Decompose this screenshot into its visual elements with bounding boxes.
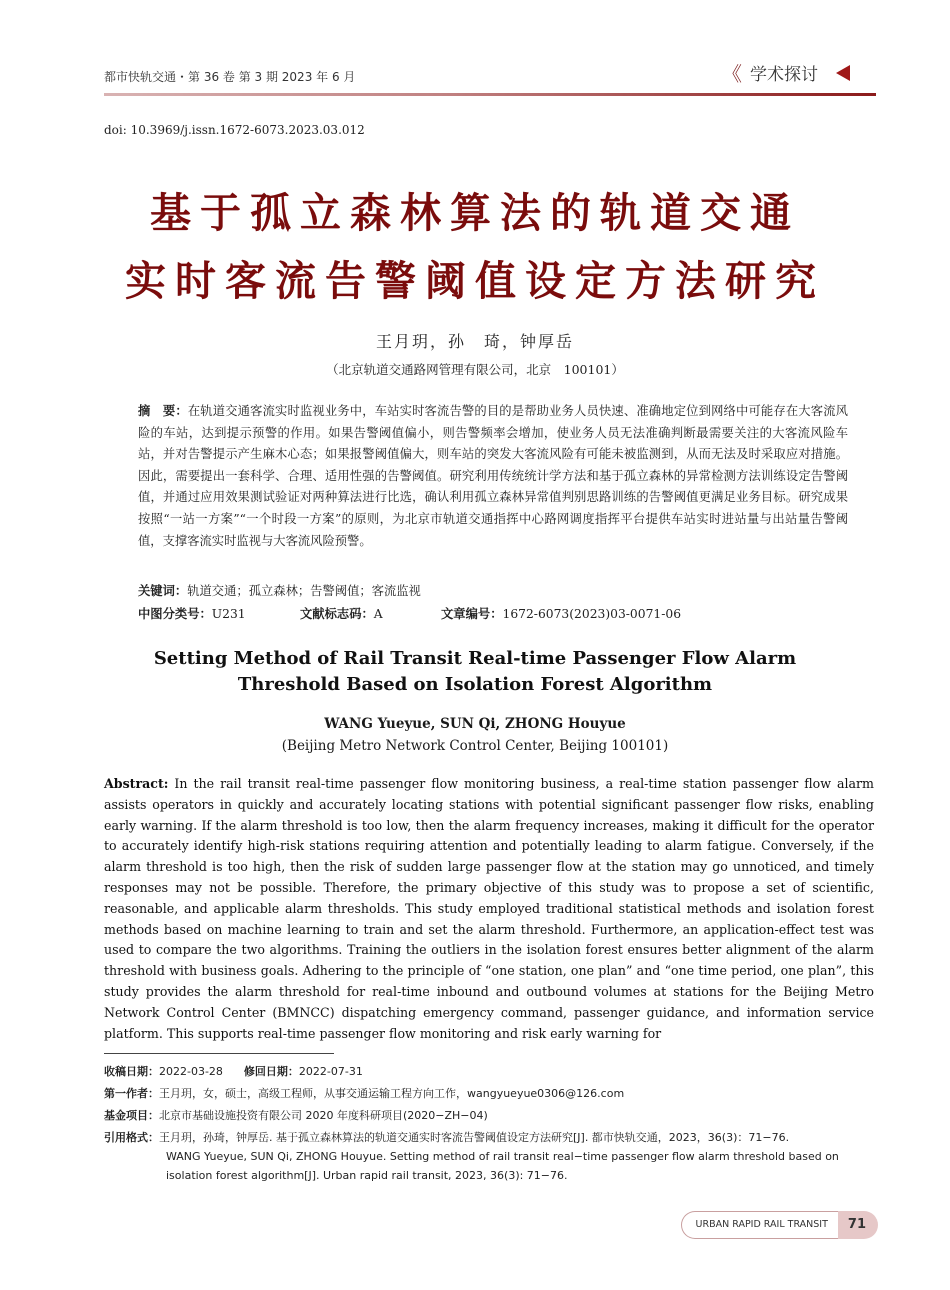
journal-name-en: URBAN RAPID RAIL TRANSIT [681, 1211, 838, 1239]
document-code: 文献标志码：A [300, 607, 383, 621]
title-en-line-2: Threshold Based on Isolation Forest Algorithm [237, 674, 713, 695]
title-en-line-1: Setting Method of Rail Transit Real-time Passenger Flow Alarm [153, 648, 797, 669]
keywords-cn [138, 581, 421, 599]
abstract-en-text: In the rail transit real-time passenger flow monitoring business, a real-time station passenger flow alarm assists operators in quickly and accurately locating stations with potential significant passenger flow risks, enabling early warning. If the alarm threshold is too low, then the alarm frequency increases, making it difficult for the operator to accurately identify high-risk stations requiring attention and potentially leading to alarm fatigue. Conversely, if the alarm threshold is too high, then the risk of sudden large passenger flow at the station may go unnoticed, and timely responses may not be possible. Therefore, the primary objective of this study was to propose a set of scientific, reasonable, and applicable alarm thresholds. This study employed traditional statistical methods and isolation forest methods based on machine learning to train and set the alarm threshold. Furthermore, an application-effect test was used to compare the two algorithms. Training the outliers in the isolation forest ensures better alignment of the alarm threshold with business goals. Adhering to the principle of “one station, one plan” and “one time period, one plan”, this study provides the alarm threshold for real-time inbound and outbound volumes at stations for the Beijing Metro Network Control Center (BMNCC) dispatching emergency command, passenger guidance, and information service platform. This supports real-time passenger flow monitoring and risk early warning for [104, 776, 874, 1041]
authors-en: WANG Yueyue, SUN Qi, ZHONG Houyue [324, 716, 626, 732]
section-label [722, 58, 850, 87]
keywords-cn-label: 关键词： [138, 584, 188, 598]
page-number: 71 [838, 1211, 878, 1239]
journal-issue: 都市快轨交通・第 36 卷 第 3 期 2023 年 6 月 [104, 70, 356, 84]
title-cn-line-1: 基于孤立森林算法的轨道交通 [150, 189, 800, 237]
classification-row [138, 604, 681, 622]
footnote-rule [104, 1053, 334, 1054]
article-id: 文章编号：1672-6073(2023)03-0071-06 [441, 607, 682, 621]
abstract-cn [138, 401, 848, 552]
abstract-cn-text: 在轨道交通客流实时监视业务中，车站实时客流告警的目的是帮助业务人员快速、准确地定位到网络中可能存在大客流风险的车站，达到提示预警的作用。如果告警阈值偏小，则告警频率会增加，使业务人员无法准确判断最需要关注的大客流风险车站，并对告警提示产生麻木心态；如果报警阈值偏大，则车站的突发大客流风险有可能未被监测到，从而无法及时采取应对措施。因此，需要提出一套科学、合理、适用性强的告警阈值。研究利用传统统计学方法和基于孤立森林的异常检测方法训练设定告警阈值，并通过应用效果测试验证对两种算法进行比选，确认利用孤立森林异常值判别思路训练的告警阈值更满足业务目标。研究成果按照“一站一方案”“一个时段一方案”的原则，为北京市轨道交通指挥中心路网调度指挥平台提供车站实时进站量与出站量告警阈值，支撑客流实时监视与大客流风险预警。 [138, 404, 848, 548]
keywords-cn-text: 轨道交通；孤立森林；告警阈值；客流监视 [187, 584, 421, 598]
footnote-dates: 收稿日期：2022-03-28 修回日期：2022-07-31 [104, 1065, 363, 1078]
abstract-cn-label: 摘 要： [138, 404, 188, 418]
header-rule [104, 93, 876, 96]
abstract-en-label: Abstract: [104, 776, 169, 791]
affiliation-cn: （北京轨道交通路网管理有限公司，北京 100101） [326, 362, 624, 377]
footnote-first-author: 第一作者：王月玥，女，硕士，高级工程师，从事交通运输工程方向工作，wangyueyue0306@126.com [104, 1087, 625, 1100]
footnote-citation: 引用格式：王月玥，孙琦，钟厚岳. 基于孤立森林算法的轨道交通实时客流告警阈值设定方法研究[J]. 都市快轨交通，2023，36(3)：71−76. WANG Yueyue, SUN Qi, ZHONG Houyue. Setting method of rail transit real−time passenger flow alarm threshold based on isolation forest algorithm[J]. Urban rapid rail transit, 2023, 36(3): 71−76. [104, 1128, 879, 1185]
abstract-en [104, 774, 874, 1044]
triangle-left-icon [836, 65, 850, 81]
double-chevron-icon: 《 [722, 62, 742, 86]
affiliation-en: (Beijing Metro Network Control Center, Beijing 100101) [281, 738, 669, 754]
doi: doi: 10.3969/j.issn.1672-6073.2023.03.012 [104, 123, 365, 137]
footnote-fund: 基金项目：北京市基础设施投资有限公司 2020 年度科研项目(2020−ZH−04) [104, 1109, 488, 1122]
section-name: 学术探讨 [750, 65, 818, 85]
authors-cn: 王月玥，孙 琦，钟厚岳 [375, 332, 574, 351]
page-footer-badge [681, 1210, 878, 1240]
citation-en: WANG Yueyue, SUN Qi, ZHONG Houyue. Setting method of rail transit real−time passenger flow alarm threshold based on isolation forest algorithm[J]. Urban rapid rail transit, 2023, 36(3): 71−76. [166, 1150, 839, 1182]
title-cn-line-2: 实时客流告警阈值设定方法研究 [125, 257, 825, 305]
clc-number: 中图分类号：U231 [138, 607, 246, 621]
